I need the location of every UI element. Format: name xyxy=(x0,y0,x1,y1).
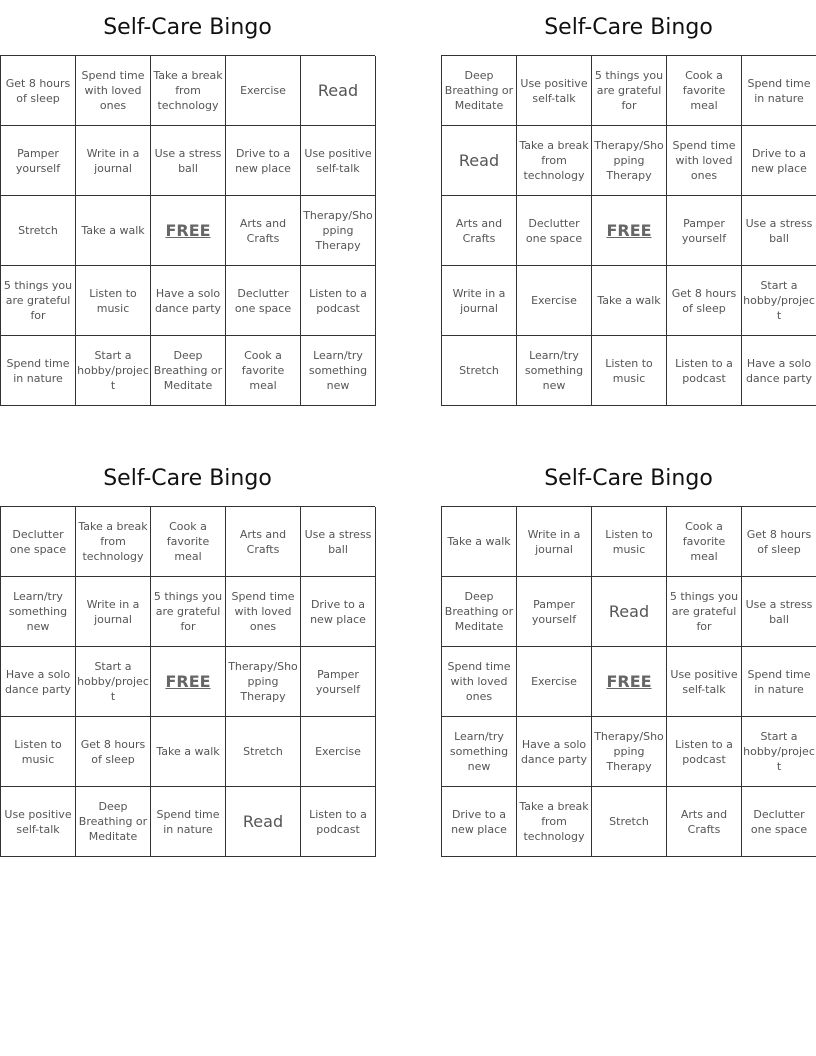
bingo-cell: Read xyxy=(226,787,301,857)
bingo-cell: Listen to music xyxy=(76,266,151,336)
bingo-cell: 5 things you are grateful for xyxy=(151,577,226,647)
card-title: Self-Care Bingo xyxy=(103,466,272,491)
bingo-cell: Drive to a new place xyxy=(442,787,517,857)
bingo-cell: Listen to a podcast xyxy=(667,717,742,787)
bingo-cell: Write in a journal xyxy=(517,507,592,577)
bingo-cell: Spend time in nature xyxy=(742,56,816,126)
bingo-cell: Stretch xyxy=(592,787,667,857)
bingo-cell: Stretch xyxy=(442,336,517,406)
bingo-cell: Drive to a new place xyxy=(742,126,816,196)
bingo-cell: Have a solo dance party xyxy=(151,266,226,336)
bingo-cell: Cook a favorite meal xyxy=(667,507,742,577)
bingo-cell: Use positive self-talk xyxy=(517,56,592,126)
bingo-cell: Exercise xyxy=(517,647,592,717)
bingo-cell: Take a walk xyxy=(442,507,517,577)
free-space-cell: FREE xyxy=(592,196,667,266)
bingo-cell: Pamper yourself xyxy=(1,126,76,196)
bingo-card-4 xyxy=(441,451,816,857)
bingo-cell: Take a break from technology xyxy=(517,126,592,196)
bingo-grid xyxy=(0,506,375,857)
bingo-cell: Arts and Crafts xyxy=(667,787,742,857)
bingo-cell: Arts and Crafts xyxy=(226,196,301,266)
bingo-cell: Spend time in nature xyxy=(151,787,226,857)
bingo-cell: Arts and Crafts xyxy=(442,196,517,266)
bingo-cell: Drive to a new place xyxy=(301,577,376,647)
free-space-cell: FREE xyxy=(592,647,667,717)
bingo-cell: Stretch xyxy=(226,717,301,787)
bingo-cell: Get 8 hours of sleep xyxy=(1,56,76,126)
bingo-cell: Listen to music xyxy=(1,717,76,787)
bingo-cell: Pamper yourself xyxy=(301,647,376,717)
bingo-cell: Learn/try something new xyxy=(517,336,592,406)
free-space-cell: FREE xyxy=(151,196,226,266)
bingo-cell: 5 things you are grateful for xyxy=(667,577,742,647)
bingo-cell: Learn/try something new xyxy=(301,336,376,406)
bingo-cell: Cook a favorite meal xyxy=(667,56,742,126)
bingo-cell: Start a hobby/project xyxy=(76,336,151,406)
bingo-cell: Therapy/Shopping Therapy xyxy=(592,717,667,787)
bingo-cell: Therapy/Shopping Therapy xyxy=(226,647,301,717)
bingo-cell: Have a solo dance party xyxy=(1,647,76,717)
bingo-cell: 5 things you are grateful for xyxy=(1,266,76,336)
bingo-cell: Pamper yourself xyxy=(517,577,592,647)
bingo-cell: Listen to a podcast xyxy=(667,336,742,406)
card-title: Self-Care Bingo xyxy=(544,15,713,40)
bingo-cell: Learn/try something new xyxy=(1,577,76,647)
bingo-cell: Drive to a new place xyxy=(226,126,301,196)
bingo-cell: Listen to music xyxy=(592,507,667,577)
card-title: Self-Care Bingo xyxy=(103,15,272,40)
card-title: Self-Care Bingo xyxy=(544,466,713,491)
bingo-cell: Take a walk xyxy=(151,717,226,787)
free-space-cell: FREE xyxy=(151,647,226,717)
bingo-cell: Learn/try something new xyxy=(442,717,517,787)
bingo-card-1 xyxy=(0,0,375,406)
bingo-cell: Declutter one space xyxy=(742,787,816,857)
bingo-grid xyxy=(441,55,816,406)
bingo-cell: Spend time with loved ones xyxy=(442,647,517,717)
bingo-cell: Declutter one space xyxy=(517,196,592,266)
bingo-grid xyxy=(0,55,375,406)
bingo-cell: Therapy/Shopping Therapy xyxy=(301,196,376,266)
bingo-cell: Have a solo dance party xyxy=(742,336,816,406)
bingo-cell: Get 8 hours of sleep xyxy=(76,717,151,787)
bingo-cell: 5 things you are grateful for xyxy=(592,56,667,126)
bingo-cell: Take a walk xyxy=(592,266,667,336)
bingo-cell: Spend time in nature xyxy=(1,336,76,406)
bingo-cell: Arts and Crafts xyxy=(226,507,301,577)
bingo-cell: Spend time with loved ones xyxy=(226,577,301,647)
bingo-cell: Use a stress ball xyxy=(742,577,816,647)
bingo-cell: Get 8 hours of sleep xyxy=(742,507,816,577)
bingo-cell: Listen to a podcast xyxy=(301,787,376,857)
bingo-cell: Use a stress ball xyxy=(301,507,376,577)
bingo-cell: Read xyxy=(592,577,667,647)
bingo-cell: Exercise xyxy=(517,266,592,336)
bingo-cell: Read xyxy=(442,126,517,196)
bingo-cell: Read xyxy=(301,56,376,126)
bingo-cell: Deep Breathing or Meditate xyxy=(442,56,517,126)
bingo-cell: Use positive self-talk xyxy=(667,647,742,717)
bingo-cell: Exercise xyxy=(226,56,301,126)
bingo-cell: Exercise xyxy=(301,717,376,787)
bingo-cell: Deep Breathing or Meditate xyxy=(442,577,517,647)
bingo-cell: Use positive self-talk xyxy=(1,787,76,857)
bingo-cell: Have a solo dance party xyxy=(517,717,592,787)
bingo-cell: Write in a journal xyxy=(76,126,151,196)
bingo-cell: Spend time with loved ones xyxy=(76,56,151,126)
bingo-cell: Take a walk xyxy=(76,196,151,266)
bingo-cell: Use a stress ball xyxy=(742,196,816,266)
bingo-card-2 xyxy=(441,0,816,406)
bingo-cell: Start a hobby/project xyxy=(742,717,816,787)
bingo-cell: Pamper yourself xyxy=(667,196,742,266)
bingo-cell: Deep Breathing or Meditate xyxy=(151,336,226,406)
bingo-cell: Use a stress ball xyxy=(151,126,226,196)
bingo-cell: Take a break from technology xyxy=(76,507,151,577)
bingo-cell: Spend time with loved ones xyxy=(667,126,742,196)
bingo-cell: Write in a journal xyxy=(76,577,151,647)
bingo-cell: Listen to a podcast xyxy=(301,266,376,336)
bingo-card-3 xyxy=(0,451,375,857)
bingo-cell: Use positive self-talk xyxy=(301,126,376,196)
bingo-cell: Stretch xyxy=(1,196,76,266)
bingo-cell: Declutter one space xyxy=(1,507,76,577)
bingo-cell: Spend time in nature xyxy=(742,647,816,717)
bingo-cell: Listen to music xyxy=(592,336,667,406)
bingo-grid xyxy=(441,506,816,857)
bingo-cell: Take a break from technology xyxy=(517,787,592,857)
bingo-cell: Start a hobby/project xyxy=(76,647,151,717)
bingo-cell: Declutter one space xyxy=(226,266,301,336)
bingo-cell: Start a hobby/project xyxy=(742,266,816,336)
bingo-cell: Get 8 hours of sleep xyxy=(667,266,742,336)
bingo-cell: Therapy/Shopping Therapy xyxy=(592,126,667,196)
bingo-cell: Cook a favorite meal xyxy=(226,336,301,406)
bingo-cell: Deep Breathing or Meditate xyxy=(76,787,151,857)
bingo-cell: Take a break from technology xyxy=(151,56,226,126)
bingo-cell: Write in a journal xyxy=(442,266,517,336)
bingo-cell: Cook a favorite meal xyxy=(151,507,226,577)
